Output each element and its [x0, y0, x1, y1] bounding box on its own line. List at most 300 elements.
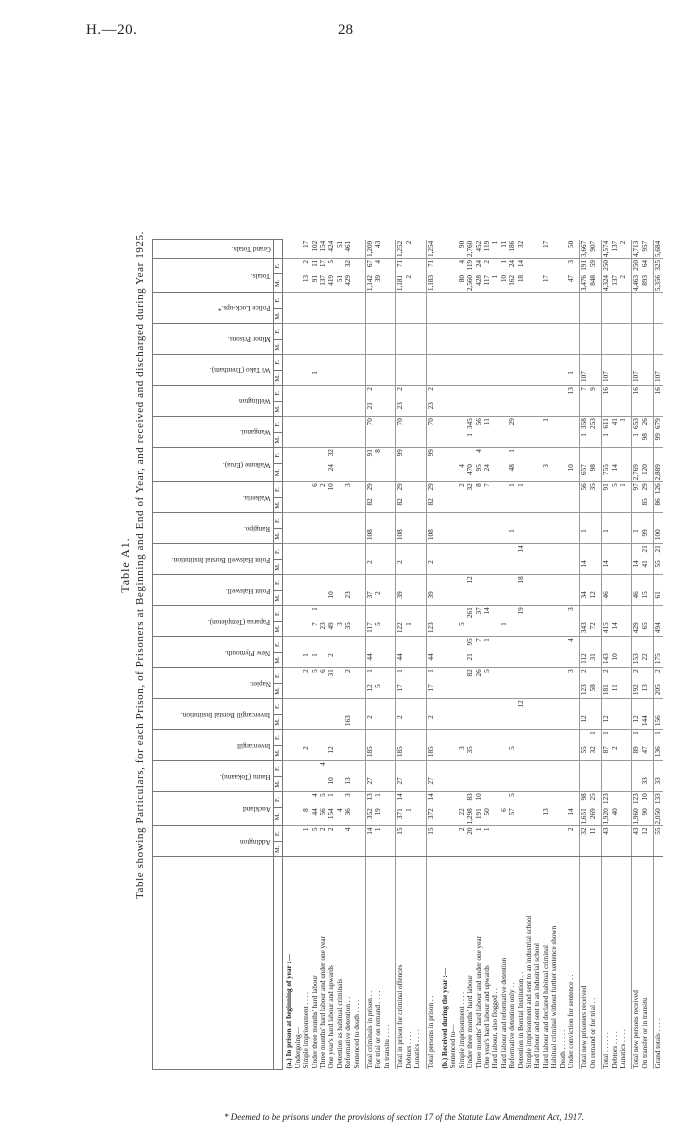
table-cell: [405, 730, 413, 746]
table-cell: [533, 448, 541, 464]
table-cell: [589, 355, 597, 371]
table-cell: [336, 293, 344, 309]
table-cell: [525, 355, 533, 371]
table-cell: [483, 575, 491, 591]
table-cell: 1: [499, 259, 508, 264]
table-cell: [491, 482, 499, 498]
table-cell: [654, 761, 663, 777]
table-cell: [294, 575, 302, 591]
table-cell: [533, 432, 541, 448]
table-cell: [327, 417, 335, 433]
table-row: [413, 240, 421, 1070]
table-cell: 3: [567, 259, 575, 264]
table-cell: [475, 386, 483, 402]
table-cell: [500, 324, 508, 340]
table-cell: [353, 513, 361, 529]
table-cell: [426, 842, 435, 858]
table-cell: [458, 761, 466, 777]
table-cell: [336, 590, 344, 606]
table-cell: 352: [366, 807, 375, 826]
table-cell: [426, 339, 435, 355]
table-cell: [533, 324, 541, 340]
table-cell: 185: [396, 745, 405, 761]
table-cell: [611, 668, 619, 684]
table-cell: [632, 637, 641, 653]
table-cell: [344, 293, 352, 309]
table-cell: [466, 730, 474, 746]
table-cell: [533, 355, 541, 371]
table-cell: 1: [541, 418, 550, 422]
table-cell: 16: [654, 386, 663, 402]
row-label: Simple imprisonment . . . .: [302, 857, 310, 1070]
table-cell: [602, 293, 611, 309]
table-cell: [302, 544, 310, 560]
row-label: In transitu . . . .: [383, 857, 391, 1070]
table-cell: [336, 432, 344, 448]
table-cell: 3: [542, 463, 550, 482]
sex-subheader: F.: [274, 448, 283, 464]
table-cell: 2: [302, 669, 311, 673]
table-cell: [294, 448, 302, 464]
table-cell: [383, 776, 391, 792]
sex-subheader: M.: [274, 559, 283, 575]
table-cell: 14: [602, 559, 611, 575]
sex-subheader: M.: [274, 401, 283, 417]
table-cell: 1: [508, 483, 517, 487]
table-cell: [336, 386, 344, 402]
table-cell: [353, 807, 361, 826]
column-header: [153, 417, 274, 448]
table-cell: [336, 482, 344, 498]
table-cell: [533, 621, 541, 637]
table-cell: [559, 528, 567, 544]
table-cell: [439, 513, 449, 529]
table-cell: 192: [632, 683, 641, 699]
table-cell: [533, 293, 541, 309]
table-cell: [405, 482, 413, 498]
table-cell: 10: [327, 776, 335, 792]
table-cell: [344, 745, 352, 761]
table-row: [491, 240, 499, 1070]
table-cell: [327, 842, 335, 858]
table-cell: [580, 513, 589, 529]
table-row: [302, 240, 310, 1070]
table-cell: [533, 652, 541, 668]
table-cell: [567, 792, 575, 808]
table-cell: [483, 401, 491, 417]
table-cell: [413, 240, 421, 259]
table-cell: [483, 386, 491, 402]
table-cell: [353, 308, 361, 324]
table-cell: [405, 258, 413, 274]
table-cell: 755: [602, 463, 611, 482]
table-cell: [567, 544, 575, 560]
table-cell: 112: [580, 652, 589, 668]
table-cell: [458, 714, 466, 730]
table-cell: 415: [602, 621, 611, 637]
table-cell: 15: [396, 826, 405, 842]
table-cell: [533, 668, 541, 684]
table-cell: [294, 668, 302, 684]
table-cell: [475, 370, 483, 386]
table-cell: [491, 386, 499, 402]
table-cell: 2: [396, 386, 405, 402]
table-cell: [641, 339, 649, 355]
table-cell: 91: [311, 274, 319, 293]
row-label: Hard labour and declared habitual criminal: [542, 857, 550, 1070]
table-cell: [283, 606, 294, 622]
table-cell: [283, 463, 294, 482]
table-cell: [641, 730, 649, 746]
table-cell: 1,252: [396, 240, 405, 257]
table-cell: [383, 386, 391, 402]
table-cell: [439, 355, 449, 371]
table-cell: 2: [396, 559, 405, 575]
table-cell: [641, 606, 649, 622]
table-cell: 5: [610, 483, 619, 487]
table-cell: [413, 792, 421, 808]
table-cell: 22: [641, 652, 649, 668]
table-cell: [311, 730, 319, 746]
table-cell: [525, 559, 533, 575]
table-cell: [439, 842, 449, 858]
table-cell: [619, 258, 627, 274]
table-cell: [500, 745, 508, 761]
table-cell: 44: [426, 652, 435, 668]
sex-subheader: F.: [274, 482, 283, 498]
table-cell: [559, 714, 567, 730]
row-label: Three months' hard labour and under one year: [475, 857, 483, 1070]
table-cell: [533, 745, 541, 761]
table-cell: [439, 699, 449, 715]
table-cell: [383, 575, 391, 591]
table-cell: [517, 826, 525, 842]
table-cell: [525, 621, 533, 637]
document-reference: H.—20.: [86, 22, 138, 38]
table-cell: 1: [619, 483, 628, 487]
table-cell: [449, 745, 457, 761]
table-row: [517, 240, 525, 1070]
row-label: Lunatics . . . .: [413, 857, 421, 1070]
table-cell: [589, 714, 597, 730]
table-cell: [580, 776, 589, 792]
table-cell: [327, 761, 335, 777]
table-cell: [500, 432, 508, 448]
table-cell: [567, 513, 575, 529]
table-cell: [533, 497, 541, 513]
table-cell: [449, 544, 457, 560]
table-cell: 12: [366, 683, 375, 699]
table-cell: [533, 513, 541, 529]
table-cell: 1: [426, 668, 435, 684]
table-cell: [641, 513, 649, 529]
table-cell: [483, 699, 491, 715]
table-cell: 57: [508, 807, 516, 826]
table-cell: [426, 370, 435, 386]
table-cell: [449, 386, 457, 402]
table-row: [327, 240, 335, 1070]
table-cell: 2,889: [654, 464, 663, 481]
table-cell: [374, 386, 382, 402]
table-cell: [475, 621, 483, 637]
table-cell: [405, 401, 413, 417]
table-cell: [491, 842, 499, 858]
table-cell: [525, 699, 533, 715]
table-cell: [559, 842, 567, 858]
table-cell: [319, 544, 327, 560]
table-cell: [283, 401, 294, 417]
table-cell: [374, 324, 382, 340]
table-cell: [580, 497, 589, 513]
table-cell: [517, 370, 525, 386]
table-cell: [426, 544, 435, 560]
table-cell: [405, 714, 413, 730]
table-cell: [550, 842, 558, 858]
table-cell: [374, 370, 382, 386]
table-cell: [508, 826, 516, 842]
table-cell: 4,713: [632, 240, 641, 257]
table-cell: [559, 293, 567, 309]
table-cell: [508, 683, 516, 699]
table-cell: [542, 401, 550, 417]
table-cell: [491, 355, 499, 371]
table-cell: [283, 324, 294, 340]
table-cell: 82: [466, 669, 475, 677]
table-cell: [396, 513, 405, 529]
table-cell: [567, 683, 575, 699]
table-cell: [500, 448, 508, 464]
table-cell: [619, 745, 627, 761]
table-cell: [525, 730, 533, 746]
table-cell: [491, 668, 499, 684]
table-cell: [366, 513, 375, 529]
table-cell: 1: [632, 432, 641, 448]
table-cell: [458, 324, 466, 340]
table-cell: [475, 293, 483, 309]
table-cell: [500, 590, 508, 606]
table-cell: [353, 463, 361, 482]
table-number: Table A1.: [118, 537, 132, 593]
table-cell: [405, 590, 413, 606]
table-cell: [508, 324, 516, 340]
table-cell: [550, 544, 558, 560]
table-cell: [654, 448, 663, 464]
table-cell: 85: [641, 497, 649, 513]
table-cell: [550, 745, 558, 761]
table-cell: [559, 668, 567, 684]
table-cell: [508, 730, 516, 746]
table-cell: [383, 652, 391, 668]
table-cell: [517, 590, 525, 606]
table-cell: 185: [366, 745, 375, 761]
table-cell: [366, 842, 375, 858]
table-cell: [458, 308, 466, 324]
table-cell: [449, 258, 457, 274]
table-cell: [353, 776, 361, 792]
row-label: One year's hard labour and upwards: [483, 857, 491, 1070]
table-cell: [589, 699, 597, 715]
table-cell: 1: [602, 432, 611, 448]
table-cell: [483, 792, 491, 808]
table-cell: [525, 714, 533, 730]
table-cell: [550, 370, 558, 386]
table-cell: [559, 240, 567, 259]
table-cell: 429: [344, 274, 352, 293]
table-cell: [632, 513, 641, 529]
table-cell: [458, 497, 466, 513]
table-cell: [311, 683, 319, 699]
table-cell: 154: [319, 240, 327, 259]
table-cell: [475, 590, 483, 606]
table-row: [525, 240, 533, 1070]
table-cell: [483, 652, 491, 668]
table-cell: [283, 497, 294, 513]
table-cell: [327, 606, 335, 622]
table-cell: [550, 826, 558, 842]
table-cell: 1,960: [632, 808, 641, 825]
table-cell: [413, 355, 421, 371]
table-cell: 49: [327, 621, 335, 637]
table-row: [336, 240, 344, 1070]
table-cell: [619, 308, 627, 324]
table-cell: [302, 497, 310, 513]
column-header: [153, 482, 274, 513]
table-cell: [439, 463, 449, 482]
table-cell: [491, 513, 499, 529]
table-cell: [589, 776, 597, 792]
table-cell: [500, 606, 508, 622]
table-cell: [366, 637, 375, 653]
sex-subheader: F.: [274, 637, 283, 653]
table-cell: [383, 807, 391, 826]
table-cell: [611, 258, 619, 274]
table-cell: [449, 417, 457, 433]
table-cell: [508, 513, 516, 529]
table-cell: [542, 575, 550, 591]
table-cell: [550, 714, 558, 730]
table-cell: [302, 637, 310, 653]
table-cell: [559, 355, 567, 371]
table-cell: 14: [632, 559, 641, 575]
table-cell: 29: [508, 418, 517, 426]
table-cell: [413, 324, 421, 340]
table-cell: [550, 448, 558, 464]
table-cell: 5: [374, 621, 382, 637]
table-cell: [366, 308, 375, 324]
table-cell: [559, 417, 567, 433]
table-cell: [344, 324, 352, 340]
table-cell: 25: [588, 793, 597, 801]
row-label: Detention in Borstal Institution . .: [517, 857, 525, 1070]
table-cell: [449, 432, 457, 448]
table-cell: [413, 448, 421, 464]
table-cell: [641, 355, 649, 371]
table-cell: 107: [654, 370, 663, 386]
table-cell: [327, 370, 335, 386]
table-cell: [533, 528, 541, 544]
table-cell: [302, 714, 310, 730]
table-cell: [302, 575, 310, 591]
table-cell: [542, 370, 550, 386]
table-cell: [374, 417, 382, 433]
table-cell: [619, 448, 627, 464]
sex-subheader: F.: [274, 293, 283, 309]
table-cell: [426, 463, 435, 482]
table-cell: [611, 293, 619, 309]
table-cell: [311, 745, 319, 761]
table-cell: 29: [640, 483, 649, 491]
table-cell: [619, 683, 627, 699]
table-cell: [336, 370, 344, 386]
table-cell: [344, 401, 352, 417]
table-cell: [344, 463, 352, 482]
column-header-label: Hautu (Tokaanu).: [220, 772, 271, 781]
table-cell: [611, 637, 619, 653]
table-cell: [500, 699, 508, 715]
table-cell: [353, 730, 361, 746]
table-cell: [517, 652, 525, 668]
table-cell: 70: [426, 417, 435, 433]
table-cell: [589, 497, 597, 513]
table-cell: 82: [366, 497, 375, 513]
row-label: Under three months' hard labour: [466, 857, 474, 1070]
table-cell: 1,181: [396, 274, 405, 292]
table-cell: [405, 842, 413, 858]
table-cell: [283, 842, 294, 858]
table-row: [283, 240, 294, 1070]
table-cell: [302, 513, 310, 529]
table-cell: 2: [366, 559, 375, 575]
table-cell: [439, 293, 449, 309]
table-cell: 2,760: [466, 240, 475, 257]
table-cell: 261: [466, 607, 475, 619]
table-cell: 59: [588, 259, 597, 268]
table-cell: [559, 463, 567, 482]
table-cell: [542, 544, 550, 560]
sex-subheader: M.: [274, 308, 283, 324]
table-cell: [366, 370, 375, 386]
table-cell: [294, 606, 302, 622]
table-cell: [353, 370, 361, 386]
table-cell: [589, 370, 597, 386]
table-cell: 1: [310, 607, 319, 611]
table-cell: [319, 293, 327, 309]
table-cell: [439, 308, 449, 324]
table-cell: [500, 637, 508, 653]
table-cell: 108: [396, 528, 405, 544]
table-cell: 1: [311, 370, 319, 386]
table-cell: [366, 293, 375, 309]
table-cell: [302, 401, 310, 417]
table-cell: 4,463: [632, 274, 641, 292]
table-cell: [449, 482, 457, 498]
table-cell: [283, 652, 294, 668]
row-label: One year's hard labour and upwards: [327, 857, 335, 1070]
column-header-label: Auckland: [242, 805, 271, 814]
table-cell: [500, 544, 508, 560]
table-cell: [533, 683, 541, 699]
table-cell: [294, 699, 302, 715]
table-cell: [508, 544, 516, 560]
table-cell: [589, 513, 597, 529]
table-row: [559, 240, 567, 1070]
table-cell: 58: [589, 683, 597, 699]
table-cell: 100: [654, 528, 663, 544]
table-cell: [336, 699, 344, 715]
table-cell: [567, 497, 575, 513]
table-cell: [439, 637, 449, 653]
table-cell: [589, 293, 597, 309]
